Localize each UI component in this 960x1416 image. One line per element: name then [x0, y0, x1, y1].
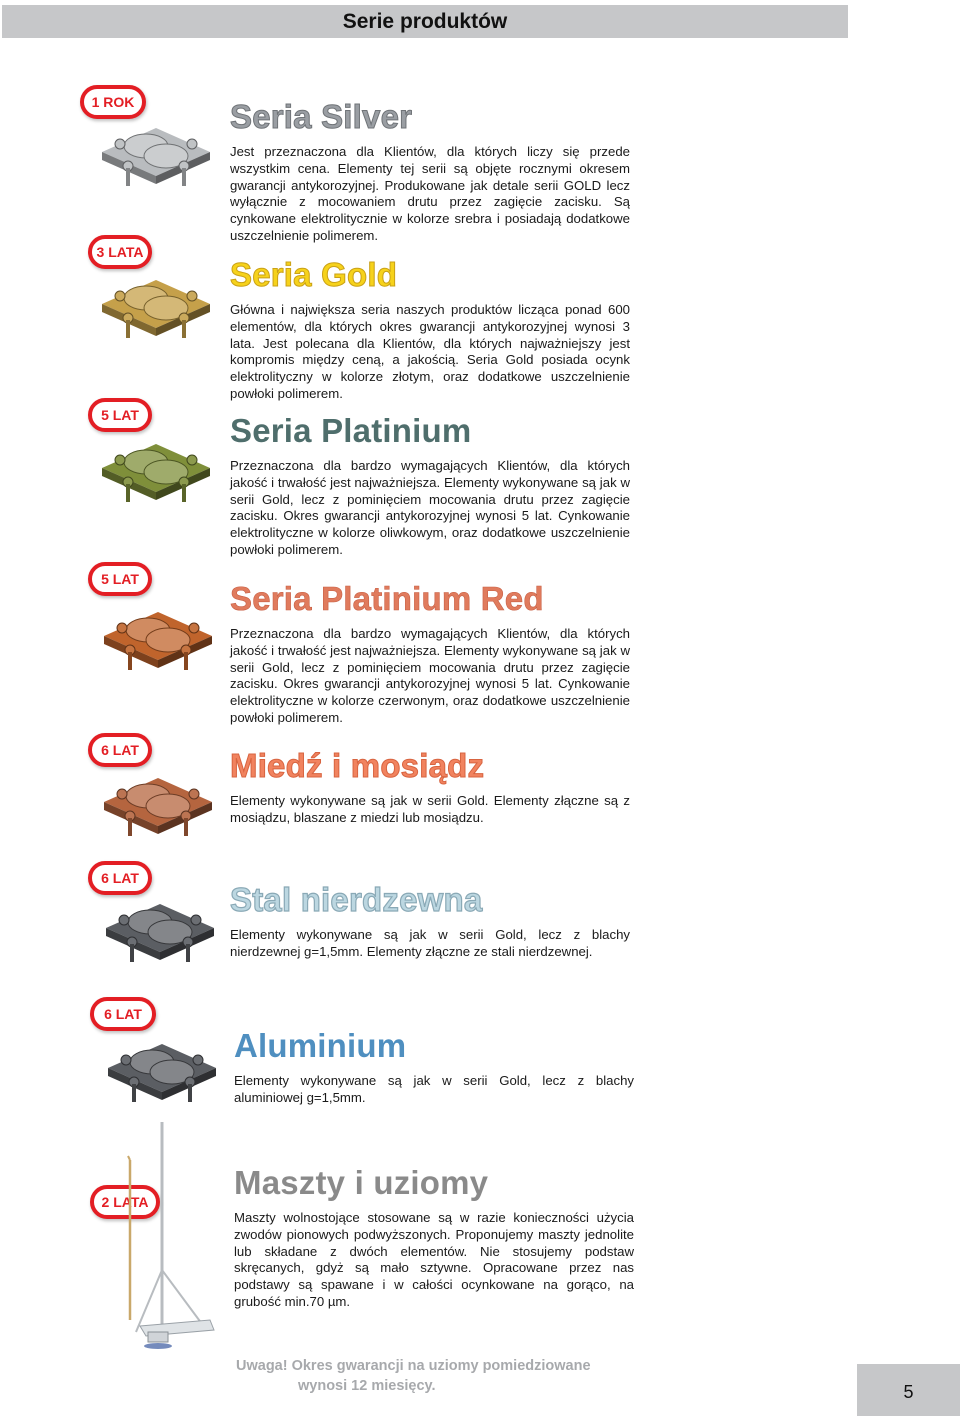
section-title: Seria Platinium — [230, 412, 472, 449]
section-description: Maszty wolnostojące stosowane są w razie konieczności użycia zwodów pionowych podwyższonych. Proponujemy maszty jednolite lub składane z dwóch elementów. Nie stosujemy podstaw skręcanych, gdyż są mało sztywne. Opracowane przez nas podstawy są spawane i w całości ocynkowane na gorąco, na grubość min.70 µm. — [234, 1210, 634, 1309]
section-title: Aluminium — [234, 1027, 407, 1064]
section-description: Elementy wykonywane są jak w serii Gold, lecz z blachy aluminiowej g=1,5mm. — [234, 1073, 634, 1105]
section-description: Przeznaczona dla bardzo wymagających Klientów, dla których jakość i trwałość jest najważniejsza. Elementy wykonywane są jak w serii Gold, lecz z pominięciem mocowania drutu przez zagięcie zacisku. Okres gwarancji antykorozyjnej wynosi 5 lat. Cynkowanie elektrolityczne w kolorze czerwonym, oraz dodatkowe uszczelnienie powłoki polimerem. — [230, 626, 630, 725]
section-mast — [234, 1164, 634, 1311]
badge-label: 2 LATA — [101, 1194, 149, 1210]
section-silver — [230, 98, 630, 245]
section-description: Elementy wykonywane są jak w serii Gold, lecz z blachy nierdzewnej g=1,5mm. Elementy złączne ze stali nierdzewnej. — [230, 927, 630, 959]
clamp-steel-image — [102, 888, 218, 970]
page-number: 5 — [903, 1381, 914, 1402]
warranty-note — [236, 1356, 636, 1396]
section-gold — [230, 256, 630, 403]
section-description: Elementy wykonywane są jak w serii Gold. Elementy złączne są z mosiądzu, blaszane z miedzi lub mosiądzu. — [230, 793, 630, 825]
warranty-note-line2: wynosi 12 miesięcy. — [298, 1378, 436, 1394]
header-bar — [2, 5, 848, 38]
badge-label: 6 LAT — [101, 870, 139, 886]
warranty-badge-platinium — [88, 398, 152, 432]
clamp-silver-image — [98, 112, 214, 194]
warranty-badge-aluminium — [90, 997, 156, 1031]
section-description: Jest przeznaczona dla Klientów, dla których liczy się przede wszystkim cena. Elementy tej serii są objęte rocznymi okresem gwarancji antykorozyjnej. Produkowane jak detale serii GOLD lecz wyłącznie z mocowaniem drutu przez zagięcie zacisku. Są cynkowane elektrolitycznie w kolorze srebra i posiadają dodatkowe uszczelnienie polimerem. — [230, 144, 630, 243]
badge-label: 1 ROK — [91, 94, 135, 110]
clamp-platinium-image — [98, 428, 214, 510]
clamp-aluminium-image — [104, 1028, 220, 1110]
clamp-platinium-red-image — [100, 596, 216, 678]
section-description: Przeznaczona dla bardzo wymagających Klientów, dla których jakość i trwałość jest najważniejsza. Elementy wykonywane są jak w serii Gold, lecz z pominięciem mocowania drutu przez zagięcie zacisku. Okres gwarancji antykorozyjnej wynosi 5 lat. Cynkowanie elektrolityczne w kolorze oliwkowym, oraz dodatkowe uszczelnienie powłoki polimerem. — [230, 458, 630, 557]
badge-label: 3 LATA — [96, 244, 144, 260]
section-aluminium — [234, 1027, 634, 1107]
badge-label: 6 LAT — [101, 742, 139, 758]
section-title: Seria Gold — [230, 256, 398, 293]
mast-image — [110, 1120, 220, 1350]
page-title: Serie produktów — [342, 9, 508, 33]
warranty-note-line1: Uwaga! Okres gwarancji na uziomy pomiedziowane — [236, 1358, 591, 1374]
section-title: Seria Silver — [230, 98, 413, 135]
section-copper-brass — [230, 747, 630, 827]
section-title: Maszty i uziomy — [234, 1164, 489, 1201]
section-title: Seria Platinium Red — [230, 580, 544, 617]
badge-label: 5 LAT — [101, 571, 139, 587]
section-stainless-steel — [230, 881, 630, 961]
section-title: Miedź i mosiądz — [230, 747, 485, 784]
clamp-gold-image — [98, 264, 214, 346]
section-platinium-red — [230, 580, 630, 727]
section-platinium — [230, 412, 630, 559]
badge-label: 6 LAT — [104, 1006, 142, 1022]
section-description: Główna i największa seria naszych produktów licząca ponad 600 elementów, dla których okres gwarancji antykorozyjnej wynosi 3 lata. Jest polecana dla Klientów, dla których najważniejszy jest kompromis między ceną, a jakością. Seria Gold posiada ocynk elektrolityczny w kolorze złotym, oraz dodatkowe uszczelnienie powłoki polimerem. — [230, 302, 630, 401]
page-number-box — [857, 1364, 960, 1416]
section-title: Stal nierdzewna — [230, 881, 483, 918]
warranty-badge-platinium-red — [88, 562, 152, 596]
clamp-copper-image — [100, 762, 216, 844]
badge-label: 5 LAT — [101, 407, 139, 423]
